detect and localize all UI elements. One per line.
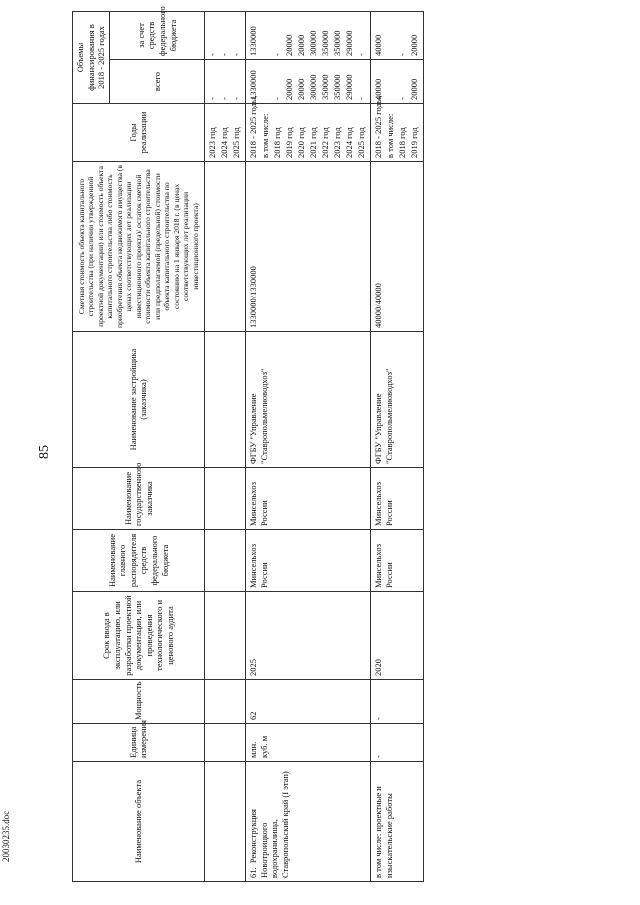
row61-federal: 1330000 - 20000 20000 300000 350000 350000 290000 - <box>245 11 370 59</box>
table-row-continuation <box>204 11 245 881</box>
row61-term: 2025 <box>245 592 370 680</box>
design-years: 2018 - 2025 годы, в том числе: 2018 год 2019 год <box>370 104 423 162</box>
header-capacity: Мощность <box>73 680 205 724</box>
row61-unit: млн. куб. м <box>245 724 370 762</box>
header-developer: Наименование застройщика (заказчика) <box>73 332 205 468</box>
header-customer: Наименование государственного заказчика <box>73 468 205 530</box>
continuation-years: 2023 год 2024 год 2025 год <box>204 104 245 162</box>
design-customer: Минсельхоз России <box>370 468 423 530</box>
continuation-federal: - - - <box>204 11 245 59</box>
row61-capacity: 62 <box>245 680 370 724</box>
header-manager: Наименование главного распорядителя средств федерального бюджета <box>73 530 205 592</box>
header-unit: Единица измерения <box>73 724 205 762</box>
header-years: Годы реализации <box>73 104 205 162</box>
row61-years: 2018 - 2025 годы, в том числе: 2018 год 2019 год 2020 год 2021 год 2022 год 2023 год 2024 год 2025 год <box>245 104 370 162</box>
row61-developer: ФГБУ "Управление "Ставропольмелиоводхоз" <box>245 332 370 468</box>
header-funding: Объемы финансирования в 2018 - 2025 годах <box>73 11 110 103</box>
investment-objects-table <box>72 6 424 882</box>
page-number: 85 <box>37 445 52 459</box>
row61-customer: Минсельхоз России <box>245 468 370 530</box>
header-term: Срок ввода в эксплуатацию, или разработки проектной документации, или проведения технологического и ценового аудита <box>73 592 205 680</box>
header-cost: Сметная стоимость объекта капитального строительства (при наличии утвержденной проектной документации) или стоимость объекта капитального строительства либо стоимость приобретения объекта недвижимого имущества (в ценах соответствующих лет реализации инвестиционного проекта)/ остаток сметной стоимости объекта капитального строительства или предполагаемой (предельной) стоимости объекта капитального строительства по состоянию на 1 января 2018 г. (в ценах соответствующих лет реализации инвестиционного проекта) <box>73 162 205 332</box>
table-row-61 <box>245 11 370 881</box>
row61-name: 61. Реконструкция Новотроицкого водохранилища, Ставропольский край (I этап) <box>245 762 370 882</box>
design-term: 2020 <box>370 592 423 680</box>
rotated-table-container <box>72 6 632 882</box>
row61-manager: Минсельхоз России <box>245 530 370 592</box>
continuation-total: - - - <box>204 60 245 104</box>
row61-total: 1330000 - 20000 20000 300000 350000 350000 290000 - <box>245 60 370 104</box>
design-unit: - <box>370 724 423 762</box>
header-row <box>73 11 110 881</box>
header-total: всего <box>109 60 204 104</box>
design-manager: Минсельхоз России <box>370 530 423 592</box>
row61-cost: 1330000/1330000 <box>245 162 370 332</box>
design-cost: 40000/40000 <box>370 162 423 332</box>
header-federal: за счет средств федерального бюджета <box>109 11 204 59</box>
design-total: 40000 - 20000 <box>370 60 423 104</box>
file-name-footer: 20030235.doc <box>1 810 11 862</box>
header-name: Наименование объекта <box>73 762 205 882</box>
design-developer: ФГБУ "Управление "Ставропольмелиоводхоз" <box>370 332 423 468</box>
design-federal: 40000 - 20000 <box>370 11 423 59</box>
table-row-design-works <box>370 11 423 881</box>
design-capacity: - <box>370 680 423 724</box>
design-name: в том числе: проектные и изыскательские работы <box>370 762 423 882</box>
